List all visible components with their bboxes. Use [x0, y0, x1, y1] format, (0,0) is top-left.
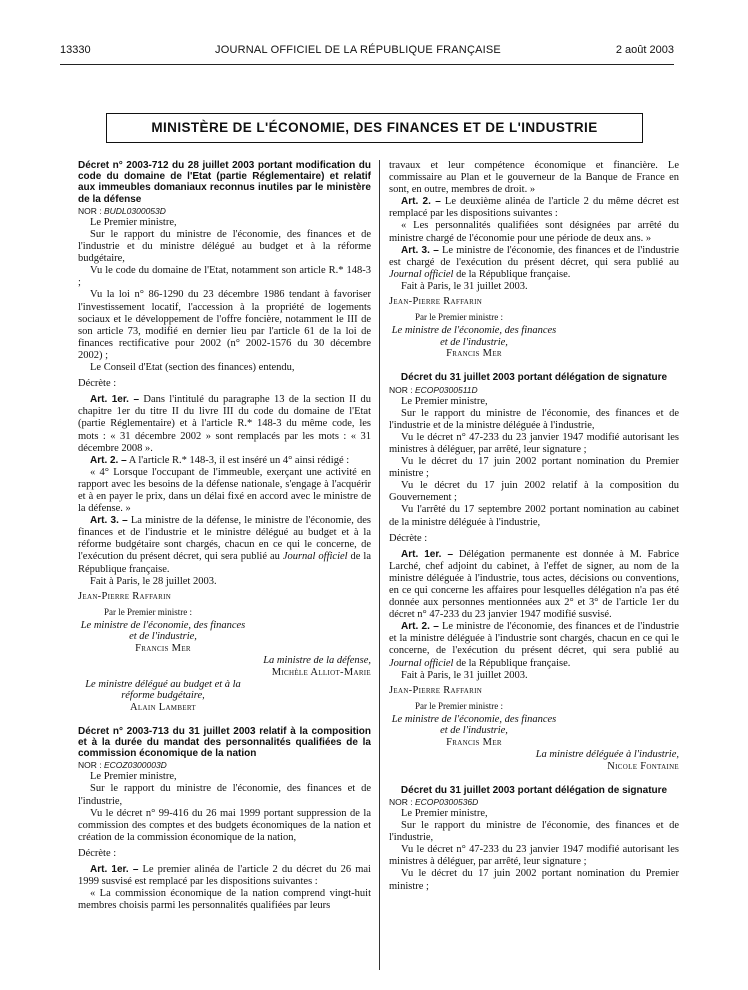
minister-title: Le ministre de l'économie, des finances et de l'industrie,	[391, 325, 557, 348]
minister-name: Francis Mer	[446, 348, 502, 360]
minister-name: Nicole Fontaine	[607, 760, 679, 772]
issue-date: 2 août 2003	[615, 44, 674, 56]
article: Art. 3. – La ministre de la défense, le ministre de l'économie, des finances et de l'industrie et le ministre délégué au budget et à la réforme budgétaire sont chargés, chacun en ce qui le concerne, de l'exécution du présent décret, qui sera publié au Journal officiel de la République française.	[78, 515, 372, 575]
signature-place-date: Fait à Paris, le 31 juillet 2003.	[401, 669, 528, 681]
right-column	[389, 160, 679, 893]
article: Art. 2. – Le ministre de l'économie, des finances et de l'industrie et la ministre déléguée à l'industrie sont chargés, chacun en ce qui le concerne, de l'exécution du présent décret, qui sera publié au Journal officiel de la République française.	[389, 621, 679, 669]
minister-title: Le ministre délégué au budget et à la réforme budgétaire,	[85, 678, 241, 702]
nor-reference: NOR : ECOZ0300003D	[78, 760, 167, 771]
minister-title: La ministre de la défense,	[263, 655, 371, 666]
signatory-name: Jean-Pierre Raffarin	[389, 684, 483, 696]
article: Art. 1er. – Délégation permanente est donnée à M. Fabrice Larché, chef adjoint du cabinet, à l'effet de signer, au nom de la ministre déléguée à l'industrie, tous actes, décisions ou conventions, en ce qui concerne les affaires pour lesquelles délégation n'a pas été donnée aux personnes mentionnées aux 2° et 3° de l'article 1er du décret n° 47-233 du 23 janvier 1947 modifié susvisé.	[389, 548, 679, 621]
minister-title: Le ministre de l'économie, des finances et de l'industrie,	[391, 713, 557, 737]
column-divider	[379, 160, 380, 970]
article: Art. 1er. – Le premier alinéa de l'article 2 du décret du 26 mai 1999 susvisé est remplacé par les dispositions suivantes :	[78, 864, 371, 888]
decree-title: Décret du 31 juillet 2003 portant délégation de signature	[400, 784, 668, 796]
paragraph: Vu le décret n° 47-233 du 23 janvier 1947 modifié autorisant les ministres à déléguer, par arrêté, leur signature ;	[389, 431, 679, 455]
quoted-text: « Les personnalités qualifiées sont désignées par arrêté du ministre chargé de l'économie pour une période de deux ans. »	[389, 220, 679, 244]
paragraph: Sur le rapport du ministre de l'économie, des finances et de l'industrie et du ministre délégué au budget et à la réforme budgétaire,	[78, 229, 371, 265]
signature-place-date: Fait à Paris, le 28 juillet 2003.	[90, 575, 217, 587]
paragraph: Sur le rapport du ministre de l'économie, des finances et de l'industrie et de la ministre déléguée à l'industrie,	[389, 407, 679, 431]
paragraph: Vu le décret du 17 juin 2002 portant nomination du Premier ministre ;	[389, 456, 679, 480]
decree-title: Décret du 31 juillet 2003 portant délégation de signature	[400, 372, 668, 384]
paragraph: Le Premier ministre,	[401, 395, 488, 407]
running-header	[42, 44, 674, 62]
paragraph: Vu la loi n° 86-1290 du 23 décembre 1986 tendant à favoriser l'investissement locatif, l'accession à la propriété de logements sociaux et le développement de l'offre foncière, notamment le III de son article 73, modifié en dernier lieu par l'article 61 de la loi de finances rectificative pour 2002 (n° 2002-1576 du 30 décembre 2002) ;	[78, 289, 371, 361]
minister-name: Alain Lambert	[130, 701, 196, 713]
paragraph: travaux et leur compétence économique et financière. Le commissaire au Plan et le gouverneur de la Banque de France en sont, en outre, membres de droit. »	[389, 160, 679, 196]
paragraph: Vu l'arrêté du 17 septembre 2002 portant nomination au cabinet de la ministre déléguée à l'industrie,	[389, 504, 679, 528]
paragraph: Sur le rapport du ministre de l'économie, des finances et de l'industrie,	[389, 820, 679, 844]
article: Art. 2. – Le deuxième alinéa de l'article 2 du même décret est remplacé par les dispositions suivantes :	[389, 196, 679, 220]
signatory-name: Jean-Pierre Raffarin	[389, 296, 483, 308]
article: Art. 3. – Le ministre de l'économie, des finances et de l'industrie est chargé de l'exécution du présent décret, qui sera publié au Journal officiel de la République française.	[389, 244, 679, 280]
paragraph: Vu le décret n° 99-416 du 26 mai 1999 portant suppression de la commission des comptes et des budgets économiques de la nation et création de la commission économique de la nation,	[78, 807, 371, 843]
signature-place-date: Fait à Paris, le 31 juillet 2003.	[401, 280, 528, 292]
left-column	[78, 160, 371, 912]
countersign-label: Par le Premier ministre :	[415, 312, 503, 323]
minister-title: Le ministre de l'économie, des finances et de l'industrie,	[80, 619, 246, 643]
paragraph: Sur le rapport du ministre de l'économie, des finances et de l'industrie,	[78, 783, 371, 807]
paragraph: Vu le décret n° 47-233 du 23 janvier 1947 modifié autorisant les ministres à déléguer, par arrêté, leur signature ;	[389, 844, 679, 868]
page-number: 13330	[60, 44, 91, 56]
paragraph: Vu le code du domaine de l'Etat, notamment son article R.* 148-3 ;	[78, 265, 371, 289]
countersign-label: Par le Premier ministre :	[104, 606, 192, 617]
nor-reference: NOR : ECOP0300536D	[389, 796, 479, 807]
header-rule	[60, 64, 674, 65]
signatory-name: Jean-Pierre Raffarin	[78, 590, 172, 602]
decree-title: Décret n° 2003-713 du 31 juillet 2003 relatif à la composition et à la durée du mandat des personnalités qualifiées de la commission économique de la nation	[78, 725, 371, 760]
ministry-title: MINISTÈRE DE L'ÉCONOMIE, DES FINANCES ET DE L'INDUSTRIE	[106, 113, 643, 143]
minister-title: La ministre déléguée à l'industrie,	[535, 749, 679, 761]
article: Art. 2. – A l'article R.* 148-3, il est inséré un 4° ainsi rédigé :	[90, 454, 350, 466]
journal-title: JOURNAL OFFICIEL DE LA RÉPUBLIQUE FRANÇAISE	[215, 44, 501, 56]
minister-name: Michèle Alliot-Marie	[271, 666, 371, 678]
quoted-text: « La commission économique de la nation comprend vingt-huit membres choisis parmi les personnalités qualifiées par leurs	[78, 888, 371, 912]
paragraph: Le Premier ministre,	[401, 807, 488, 819]
decrete-heading: Décrète :	[78, 378, 117, 390]
decrete-heading: Décrète :	[78, 847, 117, 859]
decree-title: Décret n° 2003-712 du 28 juillet 2003 portant modification du code du domaine de l'Etat (partie Réglementaire) et relatif aux immeubles domaniaux reconnus inutiles par le ministère de la défense	[78, 160, 371, 205]
decrete-heading: Décrète :	[389, 532, 428, 544]
paragraph: Le Premier ministre,	[90, 771, 177, 783]
minister-name: Francis Mer	[446, 736, 502, 748]
nor-reference: NOR : BUDL0300053D	[78, 205, 166, 216]
paragraph: Vu le décret du 17 juin 2002 relatif à la composition du Gouvernement ;	[389, 480, 679, 504]
paragraph: Vu le décret du 17 juin 2002 portant nomination du Premier ministre ;	[389, 868, 679, 892]
nor-reference: NOR : ECOP0300511D	[389, 384, 478, 395]
paragraph: Le Conseil d'Etat (section des finances) entendu,	[90, 362, 295, 374]
article: Art. 1er. – Dans l'intitulé du paragraphe 13 de la section II du chapitre 1er du titre II du livre III du code du domaine de l'Etat (partie Réglementaire) et à l'article R.* 148-3 du même code, les mots : « 31 décembre 2002 » sont remplacés par les mots : « 31 décembre 2008 ».	[78, 394, 371, 454]
quoted-text: « 4° Lorsque l'occupant de l'immeuble, exerçant une activité en rapport avec les besoins de la défense nationale, s'engage à l'acquérir et à en payer le prix, dans un délai fixé en accord avec le ministre de la défense. »	[78, 466, 371, 515]
countersign-label: Par le Premier ministre :	[415, 700, 503, 711]
minister-name: Francis Mer	[135, 642, 191, 654]
paragraph: Le Premier ministre,	[90, 216, 177, 228]
